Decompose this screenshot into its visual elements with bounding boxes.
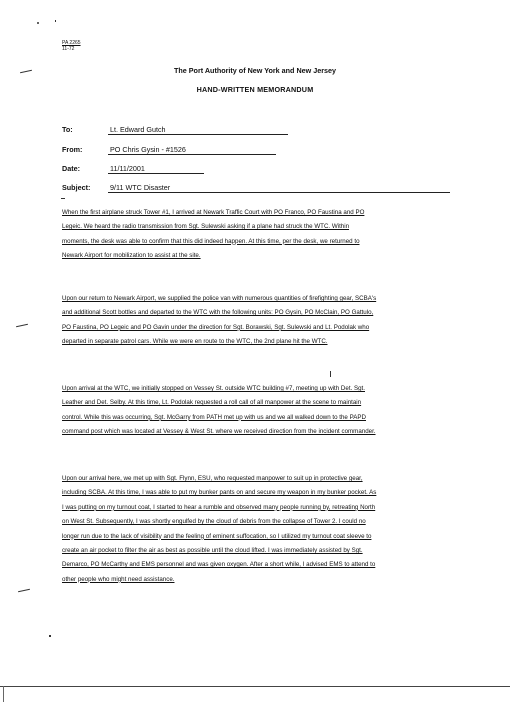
- to-value: Lt. Edward Gutch: [108, 125, 288, 135]
- page-bottom-edge: [0, 686, 510, 687]
- from-value: PO Chris Gysin - #1526: [108, 145, 276, 155]
- organization-title: The Port Authority of New York and New Jersey: [173, 66, 337, 75]
- paragraph-line: Upon arrival at the WTC, we initially stopped on Vessey St. outside WTC building #7, meeting up with Det. Sgt.: [62, 385, 365, 392]
- paragraph-line: command post which was located at Vessey & West St. where we received direction from the incident commander.: [62, 428, 376, 436]
- page-corner-edge: [3, 686, 4, 702]
- form-revision: 11-72: [62, 46, 75, 52]
- paragraph-line: other people who might need assistance.: [62, 575, 175, 583]
- paragraph-line: Legeic. We heard the radio transmission from Sgt. Sulewski asking if a plane had struck the WTC. Within: [62, 223, 350, 231]
- paragraph-line: Upon our arrival here, we met up with Sgt. Flynn, ESU, who requested manpower to suit up in protective gear,: [62, 475, 363, 482]
- paragraph-line: control. While this was occurring, Sgt. McGarry from PATH met up with us and we all walked down to the PAPD: [62, 413, 366, 421]
- stray-mark: [330, 371, 331, 377]
- paragraph-line: Upon our return to Newark Airport, we supplied the police van with numerous quantities of firefighting gear, SCBA's: [62, 295, 377, 302]
- form-code: [62, 40, 81, 52]
- margin-mark: [16, 324, 28, 327]
- margin-mark: [18, 589, 30, 592]
- paragraph-line: I was putting on my turnout coat, I started to hear a rumble and observed many people running by, retreating North: [62, 503, 376, 511]
- paragraph-line: create an air pocket to filter the air as best as possible until the cloud lifted. I was immediately assisted by Sgt.: [62, 546, 363, 554]
- paragraph-line: When the first airplane struck Tower #1, I arrived at Newark Traffic Court with PO Franco, PO Faustina and PO: [62, 209, 365, 216]
- dash-mark: [61, 198, 65, 199]
- paragraph-4: [62, 475, 464, 590]
- paragraph-3: [62, 385, 464, 443]
- date-label: Date:: [62, 164, 80, 173]
- paragraph-line: moments, the desk was able to confirm that this did indeed happen. At this time, per the desk, we returned to: [62, 237, 360, 245]
- paragraph-line: departed in separate patrol cars. While we were en route to the WTC, the 2nd plane hit the WTC.: [62, 338, 328, 346]
- subject-label: Subject:: [62, 183, 91, 192]
- paragraph-line: on West St. Subsequently, I was shortly engulfed by the cloud of debris from the collapse of Tower 2. I could no: [62, 518, 366, 526]
- paragraph-line: PO Faustina, PO Legeic and PO Gavin under the direction for Sgt. Borawski, Sgt. Sulewski and Lt. Podolak who: [62, 323, 370, 331]
- paragraph-2: [62, 295, 464, 353]
- paragraph-line: Newark Airport for mobilization to assist at the site.: [62, 252, 201, 260]
- paragraph-line: longer run due to the lack of visibility and the feeling of eminent suffocation, so I utilized my turnout coat sleeve to: [62, 532, 372, 540]
- scan-speck: [37, 22, 39, 24]
- paragraph-line: including SCBA. At this time, I was able to put my bunker pants on and secure my weapon in my bunker pocket. As: [62, 489, 377, 497]
- form-number: PA 2265: [62, 40, 81, 46]
- subject-value: 9/11 WTC Disaster: [108, 183, 450, 193]
- paragraph-line: and additional Scott bottles and departed to the WTC with the following units: PO Gysin, PO McClain, PO Gattulo,: [62, 309, 374, 317]
- scan-speck: [49, 635, 51, 637]
- memo-type: HAND-WRITTEN MEMORANDUM: [196, 85, 314, 94]
- date-value: 11/11/2001: [108, 164, 204, 174]
- to-label: To:: [62, 125, 73, 134]
- from-label: From:: [62, 145, 83, 154]
- scan-speck: [55, 20, 56, 22]
- paragraph-1: [62, 209, 464, 267]
- paragraph-line: Demarco, PO McCarthy and EMS personnel and was given oxygen. After a short while, I advised EMS to attend to: [62, 561, 376, 569]
- paragraph-line: Leather and Det. Selby. At this time, Lt. Podolak requested a roll call of all manpower at the scene to maintain: [62, 399, 362, 407]
